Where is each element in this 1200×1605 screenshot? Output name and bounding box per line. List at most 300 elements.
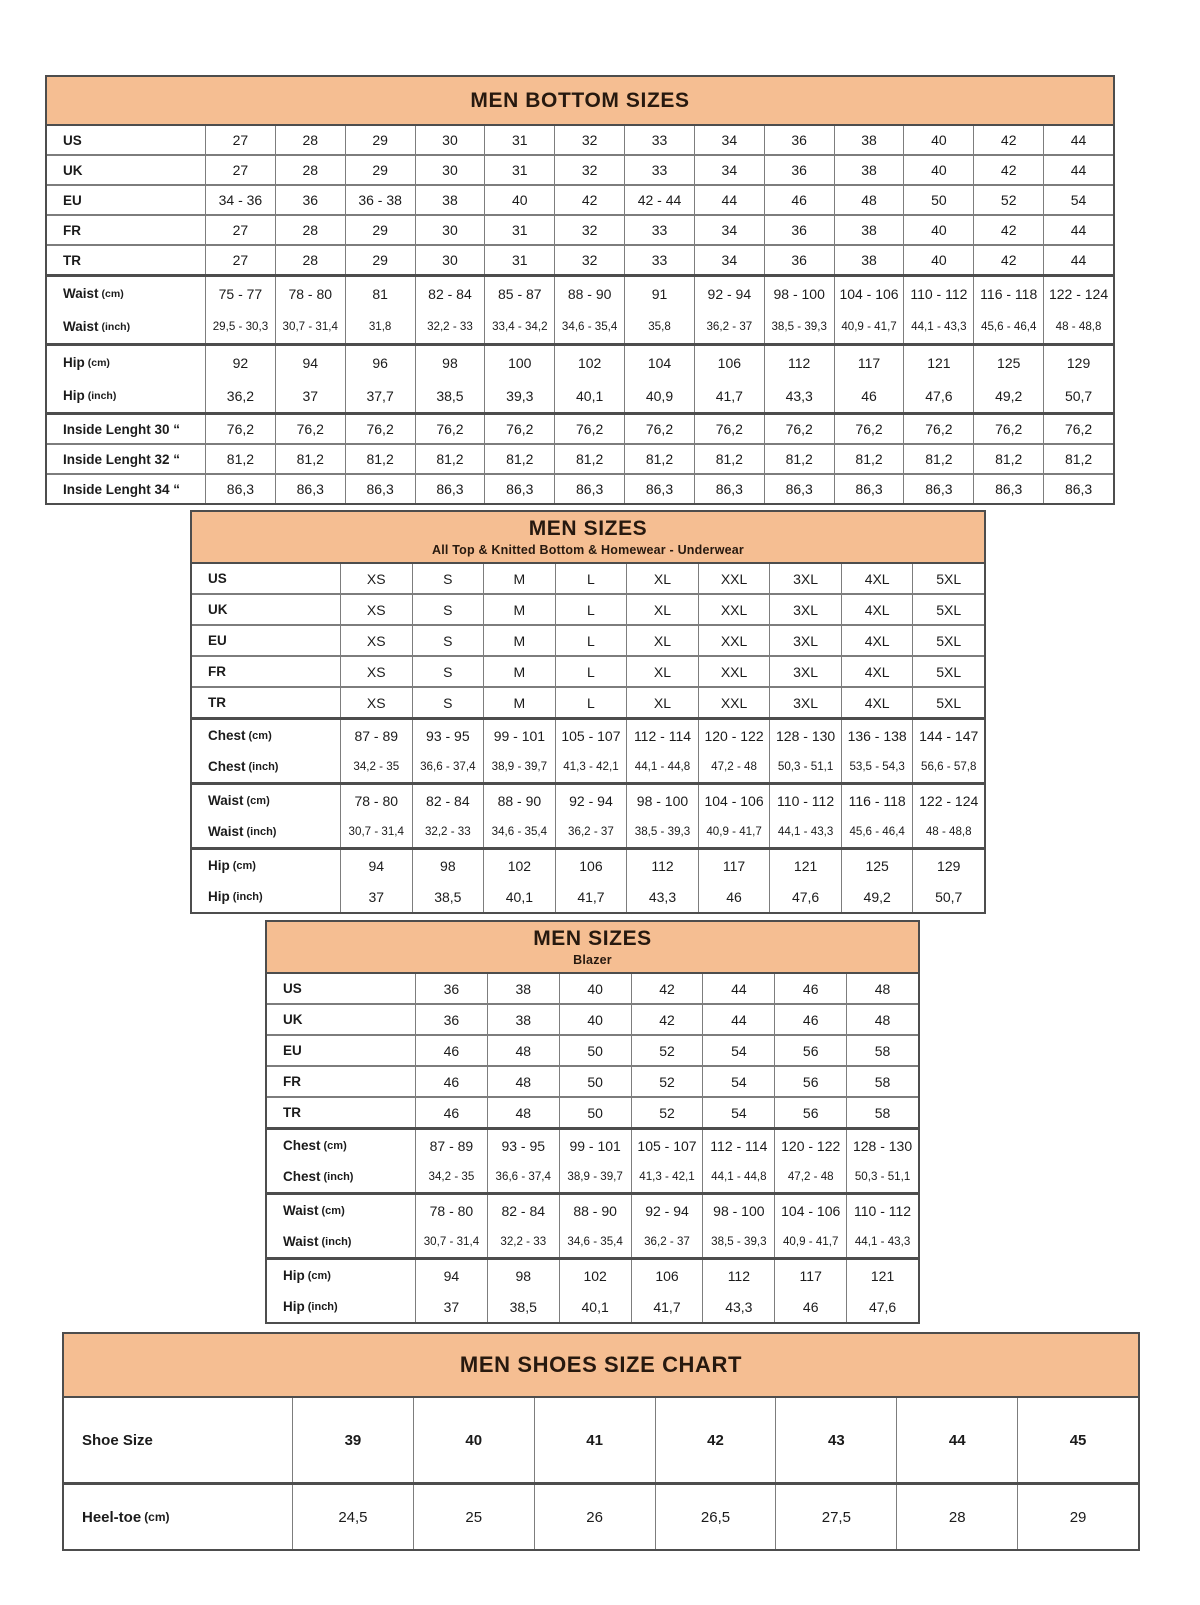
table-title: MEN SIZES bbox=[528, 517, 648, 540]
value-cell: 81,2 bbox=[834, 445, 904, 473]
value-cell: 37,7 bbox=[345, 379, 415, 412]
value-cell: 40,1 bbox=[483, 881, 555, 912]
value-cell: 81,2 bbox=[624, 445, 694, 473]
value-cell: 92 - 94 bbox=[555, 785, 627, 816]
value-cell: 81,2 bbox=[1043, 445, 1113, 473]
row-label bbox=[192, 850, 340, 881]
row-label-text: Chest bbox=[283, 1138, 321, 1153]
value-cell: 78 - 80 bbox=[275, 277, 345, 310]
value-cell: 54 bbox=[1043, 186, 1113, 214]
value-cell: 34 bbox=[694, 156, 764, 184]
value-cell: 42 bbox=[631, 1005, 703, 1034]
value-cell: 36 bbox=[275, 186, 345, 214]
value-cell: 48 bbox=[487, 1036, 559, 1065]
row-label-text: Chest bbox=[208, 759, 246, 774]
value-cell: 28 bbox=[896, 1485, 1017, 1549]
value-cell: 104 - 106 bbox=[774, 1195, 846, 1226]
value-cell: L bbox=[555, 688, 627, 717]
value-cell: 26,5 bbox=[655, 1485, 776, 1549]
table-row bbox=[47, 343, 1113, 379]
value-cell: 48 - 48,8 bbox=[1043, 310, 1113, 343]
value-cell: 46 bbox=[764, 186, 834, 214]
row-label-text: UK bbox=[63, 162, 83, 178]
value-cell: 76,2 bbox=[345, 415, 415, 443]
value-cell: 40,1 bbox=[559, 1291, 631, 1322]
value-cell: 38,5 bbox=[487, 1291, 559, 1322]
value-cell: XS bbox=[340, 595, 412, 624]
value-cell: 47,6 bbox=[769, 881, 841, 912]
value-cell: 86,3 bbox=[973, 475, 1043, 503]
men-sizes-blazer-table bbox=[265, 920, 920, 1324]
value-cell: 110 - 112 bbox=[903, 277, 973, 310]
value-cell: 81,2 bbox=[903, 445, 973, 473]
row-label bbox=[192, 564, 340, 593]
value-cell: 28 bbox=[275, 126, 345, 154]
value-cell: 117 bbox=[774, 1260, 846, 1291]
row-label-unit: (cm) bbox=[307, 1269, 331, 1282]
row-label bbox=[47, 126, 205, 154]
value-cell: 32,2 - 33 bbox=[487, 1226, 559, 1257]
value-cell: 40 bbox=[484, 186, 554, 214]
value-cell: 25 bbox=[413, 1485, 534, 1549]
value-cell: 5XL bbox=[912, 688, 984, 717]
value-cell: 38 bbox=[834, 246, 904, 274]
value-cell: 52 bbox=[631, 1098, 703, 1127]
value-cell: 46 bbox=[415, 1067, 487, 1096]
value-cell: 122 - 124 bbox=[912, 785, 984, 816]
value-cell: 32 bbox=[554, 156, 624, 184]
value-cell: 36,2 - 37 bbox=[631, 1226, 703, 1257]
value-cell: 45,6 - 46,4 bbox=[973, 310, 1043, 343]
men-shoes-size-chart-table bbox=[62, 1332, 1140, 1551]
value-cell: M bbox=[483, 688, 555, 717]
table-subtitle: Blazer bbox=[573, 953, 612, 967]
row-label bbox=[267, 1260, 415, 1291]
row-label-text: US bbox=[208, 571, 227, 586]
value-cell: 44,1 - 43,3 bbox=[846, 1226, 918, 1257]
value-cell: 110 - 112 bbox=[846, 1195, 918, 1226]
value-cell: 50,3 - 51,1 bbox=[846, 1161, 918, 1192]
value-cell: 120 - 122 bbox=[774, 1130, 846, 1161]
value-cell: 52 bbox=[631, 1067, 703, 1096]
value-cell: 46 bbox=[834, 379, 904, 412]
value-cell: 33 bbox=[624, 216, 694, 244]
row-label-text: EU bbox=[283, 1043, 302, 1058]
value-cell: 30 bbox=[415, 126, 485, 154]
table-row bbox=[192, 686, 984, 717]
value-cell: 38,5 - 39,3 bbox=[626, 816, 698, 847]
table-subtitle: All Top & Knitted Bottom & Homewear - Underwear bbox=[432, 543, 744, 557]
value-cell: 44 bbox=[702, 974, 774, 1003]
value-cell: 98 - 100 bbox=[702, 1195, 774, 1226]
value-cell: 34,6 - 35,4 bbox=[554, 310, 624, 343]
value-cell: 4XL bbox=[841, 688, 913, 717]
value-cell: 44 bbox=[1043, 216, 1113, 244]
value-cell: 46 bbox=[774, 974, 846, 1003]
value-cell: 42 - 44 bbox=[624, 186, 694, 214]
row-label bbox=[267, 1130, 415, 1161]
table-header bbox=[267, 922, 918, 974]
value-cell: 42 bbox=[973, 246, 1043, 274]
value-cell: 48 bbox=[487, 1098, 559, 1127]
row-label-text: Hip bbox=[283, 1268, 305, 1283]
value-cell: 47,6 bbox=[846, 1291, 918, 1322]
table-header bbox=[192, 512, 984, 564]
value-cell: 87 - 89 bbox=[340, 720, 412, 751]
value-cell: 34,6 - 35,4 bbox=[559, 1226, 631, 1257]
row-label bbox=[192, 816, 340, 847]
value-cell: 36 bbox=[764, 156, 834, 184]
value-cell: 33 bbox=[624, 156, 694, 184]
value-cell: XL bbox=[626, 595, 698, 624]
row-label bbox=[267, 1161, 415, 1192]
value-cell: 38 bbox=[834, 216, 904, 244]
value-cell: 52 bbox=[631, 1036, 703, 1065]
value-cell: 50,3 - 51,1 bbox=[769, 751, 841, 782]
value-cell: 144 - 147 bbox=[912, 720, 984, 751]
table-row bbox=[192, 847, 984, 881]
value-cell: 44,1 - 43,3 bbox=[769, 816, 841, 847]
value-cell: 38 bbox=[834, 126, 904, 154]
value-cell: 102 bbox=[559, 1260, 631, 1291]
value-cell: 53,5 - 54,3 bbox=[841, 751, 913, 782]
row-label-text: Chest bbox=[283, 1169, 321, 1184]
value-cell: 42 bbox=[631, 974, 703, 1003]
value-cell: XL bbox=[626, 657, 698, 686]
value-cell: 36,6 - 37,4 bbox=[412, 751, 484, 782]
table-row bbox=[47, 154, 1113, 184]
value-cell: 88 - 90 bbox=[554, 277, 624, 310]
value-cell: 76,2 bbox=[1043, 415, 1113, 443]
table-row bbox=[192, 881, 984, 912]
value-cell: 50 bbox=[903, 186, 973, 214]
value-cell: 105 - 107 bbox=[631, 1130, 703, 1161]
value-cell: 36,2 bbox=[205, 379, 275, 412]
row-label bbox=[192, 657, 340, 686]
value-cell: 105 - 107 bbox=[555, 720, 627, 751]
value-cell: 45 bbox=[1017, 1398, 1138, 1482]
value-cell: 86,3 bbox=[345, 475, 415, 503]
row-label bbox=[267, 1195, 415, 1226]
value-cell: 28 bbox=[275, 156, 345, 184]
value-cell: 58 bbox=[846, 1036, 918, 1065]
value-cell: 29 bbox=[345, 156, 415, 184]
row-label-text: UK bbox=[283, 1012, 303, 1027]
value-cell: 81,2 bbox=[554, 445, 624, 473]
value-cell: 36 - 38 bbox=[345, 186, 415, 214]
value-cell: 44 bbox=[1043, 246, 1113, 274]
value-cell: 33 bbox=[624, 246, 694, 274]
row-label bbox=[192, 881, 340, 912]
value-cell: 46 bbox=[774, 1291, 846, 1322]
row-label-text: Heel-toe bbox=[82, 1508, 142, 1526]
value-cell: 88 - 90 bbox=[559, 1195, 631, 1226]
row-label bbox=[47, 445, 205, 473]
value-cell: 36,6 - 37,4 bbox=[487, 1161, 559, 1192]
value-cell: M bbox=[483, 564, 555, 593]
row-label-unit: (cm) bbox=[232, 859, 256, 872]
row-label-text: Hip bbox=[63, 355, 85, 370]
value-cell: 99 - 101 bbox=[559, 1130, 631, 1161]
value-cell: 50,7 bbox=[912, 881, 984, 912]
row-label bbox=[192, 595, 340, 624]
value-cell: 81,2 bbox=[973, 445, 1043, 473]
value-cell: 30,7 - 31,4 bbox=[275, 310, 345, 343]
row-label-text: EU bbox=[208, 633, 227, 648]
value-cell: 35,8 bbox=[624, 310, 694, 343]
value-cell: 76,2 bbox=[834, 415, 904, 443]
value-cell: 50 bbox=[559, 1067, 631, 1096]
value-cell: 54 bbox=[702, 1098, 774, 1127]
value-cell: 104 - 106 bbox=[834, 277, 904, 310]
value-cell: 38,5 bbox=[412, 881, 484, 912]
value-cell: 36,2 - 37 bbox=[555, 816, 627, 847]
table-row bbox=[267, 974, 918, 1003]
value-cell: 30,7 - 31,4 bbox=[415, 1226, 487, 1257]
value-cell: 29 bbox=[345, 126, 415, 154]
value-cell: XXL bbox=[698, 595, 770, 624]
row-label-unit: (cm) bbox=[87, 356, 110, 369]
row-label-text: US bbox=[63, 132, 82, 148]
table-title: MEN BOTTOM SIZES bbox=[470, 88, 690, 112]
value-cell: 76,2 bbox=[764, 415, 834, 443]
value-cell: 40,9 bbox=[624, 379, 694, 412]
value-cell: 36 bbox=[764, 246, 834, 274]
value-cell: 3XL bbox=[769, 564, 841, 593]
value-cell: 54 bbox=[702, 1067, 774, 1096]
row-label bbox=[267, 1098, 415, 1127]
value-cell: 91 bbox=[624, 277, 694, 310]
value-cell: 34 bbox=[694, 246, 764, 274]
value-cell: 36,2 - 37 bbox=[694, 310, 764, 343]
value-cell: 44 bbox=[702, 1005, 774, 1034]
value-cell: 37 bbox=[340, 881, 412, 912]
row-label-text: TR bbox=[63, 252, 81, 268]
value-cell: 40,9 - 41,7 bbox=[774, 1226, 846, 1257]
value-cell: 34,2 - 35 bbox=[340, 751, 412, 782]
value-cell: 50 bbox=[559, 1098, 631, 1127]
value-cell: 40,1 bbox=[554, 379, 624, 412]
value-cell: 96 bbox=[345, 346, 415, 379]
value-cell: L bbox=[555, 564, 627, 593]
value-cell: 129 bbox=[912, 850, 984, 881]
value-cell: 56 bbox=[774, 1036, 846, 1065]
value-cell: 86,3 bbox=[694, 475, 764, 503]
row-label-text: Chest bbox=[208, 728, 246, 743]
table-row bbox=[267, 1226, 918, 1257]
value-cell: 128 - 130 bbox=[846, 1130, 918, 1161]
value-cell: 86,3 bbox=[764, 475, 834, 503]
row-label bbox=[47, 415, 205, 443]
value-cell: 86,3 bbox=[834, 475, 904, 503]
value-cell: 41,3 - 42,1 bbox=[631, 1161, 703, 1192]
row-label bbox=[47, 346, 205, 379]
value-cell: 43,3 bbox=[626, 881, 698, 912]
value-cell: 58 bbox=[846, 1098, 918, 1127]
row-label-text: EU bbox=[63, 192, 82, 208]
value-cell: 102 bbox=[483, 850, 555, 881]
row-label-text: FR bbox=[63, 222, 81, 238]
table-row bbox=[267, 1127, 918, 1161]
value-cell: 116 - 118 bbox=[841, 785, 913, 816]
value-cell: 98 bbox=[415, 346, 485, 379]
value-cell: 92 - 94 bbox=[694, 277, 764, 310]
value-cell: 41,7 bbox=[555, 881, 627, 912]
table-row bbox=[192, 624, 984, 655]
value-cell: 36 bbox=[764, 216, 834, 244]
value-cell: 32 bbox=[554, 246, 624, 274]
value-cell: 121 bbox=[903, 346, 973, 379]
table-row bbox=[192, 816, 984, 847]
value-cell: 98 - 100 bbox=[764, 277, 834, 310]
value-cell: 76,2 bbox=[484, 415, 554, 443]
value-cell: XL bbox=[626, 626, 698, 655]
value-cell: 106 bbox=[555, 850, 627, 881]
table-body bbox=[267, 974, 918, 1322]
value-cell: 44,1 - 43,3 bbox=[903, 310, 973, 343]
value-cell: 93 - 95 bbox=[487, 1130, 559, 1161]
table-body bbox=[192, 564, 984, 912]
row-label-text: FR bbox=[208, 664, 226, 679]
value-cell: 38,5 - 39,3 bbox=[702, 1226, 774, 1257]
value-cell: 38 bbox=[487, 974, 559, 1003]
value-cell: 26 bbox=[534, 1485, 655, 1549]
value-cell: 81 bbox=[345, 277, 415, 310]
value-cell: XXL bbox=[698, 657, 770, 686]
row-label-unit: (inch) bbox=[323, 1170, 354, 1183]
row-label-text: Shoe Size bbox=[82, 1431, 153, 1449]
row-label bbox=[47, 379, 205, 412]
value-cell: 3XL bbox=[769, 595, 841, 624]
value-cell: 40 bbox=[903, 216, 973, 244]
value-cell: 76,2 bbox=[624, 415, 694, 443]
value-cell: 4XL bbox=[841, 564, 913, 593]
value-cell: L bbox=[555, 626, 627, 655]
row-label-unit: (inch) bbox=[321, 1235, 352, 1248]
value-cell: 5XL bbox=[912, 626, 984, 655]
value-cell: 33,4 - 34,2 bbox=[484, 310, 554, 343]
table-row bbox=[47, 126, 1113, 154]
value-cell: 76,2 bbox=[205, 415, 275, 443]
value-cell: 86,3 bbox=[205, 475, 275, 503]
value-cell: 86,3 bbox=[1043, 475, 1113, 503]
row-label bbox=[64, 1398, 292, 1482]
row-label-text: UK bbox=[208, 602, 228, 617]
value-cell: 36 bbox=[415, 974, 487, 1003]
row-label-text: Hip bbox=[208, 858, 230, 873]
value-cell: 41,7 bbox=[631, 1291, 703, 1322]
value-cell: 29 bbox=[345, 216, 415, 244]
row-label-text: Inside Lenght 32 “ bbox=[63, 451, 181, 467]
table-title: MEN SIZES bbox=[533, 927, 652, 950]
value-cell: 40 bbox=[903, 246, 973, 274]
table-row bbox=[192, 564, 984, 593]
row-label bbox=[267, 1226, 415, 1257]
value-cell: S bbox=[412, 564, 484, 593]
value-cell: 86,3 bbox=[624, 475, 694, 503]
value-cell: 81,2 bbox=[415, 445, 485, 473]
table-title: MEN SHOES SIZE CHART bbox=[459, 1352, 743, 1377]
value-cell: 32 bbox=[554, 126, 624, 154]
value-cell: 32,2 - 33 bbox=[412, 816, 484, 847]
value-cell: 38,9 - 39,7 bbox=[483, 751, 555, 782]
value-cell: 81,2 bbox=[484, 445, 554, 473]
value-cell: XXL bbox=[698, 688, 770, 717]
value-cell: 56,6 - 57,8 bbox=[912, 751, 984, 782]
value-cell: 44 bbox=[1043, 126, 1113, 154]
value-cell: XXL bbox=[698, 626, 770, 655]
value-cell: 86,3 bbox=[275, 475, 345, 503]
value-cell: 3XL bbox=[769, 657, 841, 686]
row-label bbox=[192, 720, 340, 751]
value-cell: 29,5 - 30,3 bbox=[205, 310, 275, 343]
table-row bbox=[267, 1003, 918, 1034]
value-cell: 92 bbox=[205, 346, 275, 379]
value-cell: 27 bbox=[205, 156, 275, 184]
table-row bbox=[267, 1096, 918, 1127]
value-cell: 32,2 - 33 bbox=[415, 310, 485, 343]
value-cell: 104 - 106 bbox=[698, 785, 770, 816]
table-row bbox=[64, 1482, 1138, 1549]
row-label bbox=[267, 1005, 415, 1034]
table-row bbox=[47, 412, 1113, 443]
value-cell: 38,5 - 39,3 bbox=[764, 310, 834, 343]
value-cell: 43,3 bbox=[764, 379, 834, 412]
row-label-text: Waist bbox=[63, 286, 99, 301]
value-cell: 82 - 84 bbox=[412, 785, 484, 816]
value-cell: 116 - 118 bbox=[973, 277, 1043, 310]
value-cell: 129 bbox=[1043, 346, 1113, 379]
row-label-unit: (cm) bbox=[144, 1510, 170, 1524]
value-cell: 76,2 bbox=[973, 415, 1043, 443]
value-cell: 98 - 100 bbox=[626, 785, 698, 816]
row-label-text: Waist bbox=[283, 1203, 319, 1218]
value-cell: 40 bbox=[903, 156, 973, 184]
row-label-unit: (inch) bbox=[248, 760, 279, 773]
value-cell: XXL bbox=[698, 564, 770, 593]
value-cell: 24,5 bbox=[292, 1485, 413, 1549]
row-label bbox=[47, 310, 205, 343]
value-cell: 125 bbox=[841, 850, 913, 881]
value-cell: 104 bbox=[624, 346, 694, 379]
value-cell: 117 bbox=[698, 850, 770, 881]
row-label-text: Waist bbox=[208, 824, 244, 839]
value-cell: 28 bbox=[275, 246, 345, 274]
value-cell: XL bbox=[626, 564, 698, 593]
value-cell: 34 - 36 bbox=[205, 186, 275, 214]
value-cell: S bbox=[412, 657, 484, 686]
value-cell: XL bbox=[626, 688, 698, 717]
table-row bbox=[267, 1034, 918, 1065]
table-row bbox=[47, 274, 1113, 310]
table-row bbox=[267, 1161, 918, 1192]
value-cell: 31 bbox=[484, 126, 554, 154]
table-row bbox=[267, 1065, 918, 1096]
value-cell: 112 bbox=[702, 1260, 774, 1291]
value-cell: 121 bbox=[769, 850, 841, 881]
row-label bbox=[64, 1485, 292, 1549]
row-label bbox=[267, 1036, 415, 1065]
value-cell: 99 - 101 bbox=[483, 720, 555, 751]
table-row bbox=[47, 310, 1113, 343]
value-cell: 27 bbox=[205, 216, 275, 244]
table-row bbox=[267, 1192, 918, 1226]
value-cell: 98 bbox=[487, 1260, 559, 1291]
row-label bbox=[47, 186, 205, 214]
value-cell: 75 - 77 bbox=[205, 277, 275, 310]
value-cell: 86,3 bbox=[554, 475, 624, 503]
value-cell: 112 - 114 bbox=[702, 1130, 774, 1161]
